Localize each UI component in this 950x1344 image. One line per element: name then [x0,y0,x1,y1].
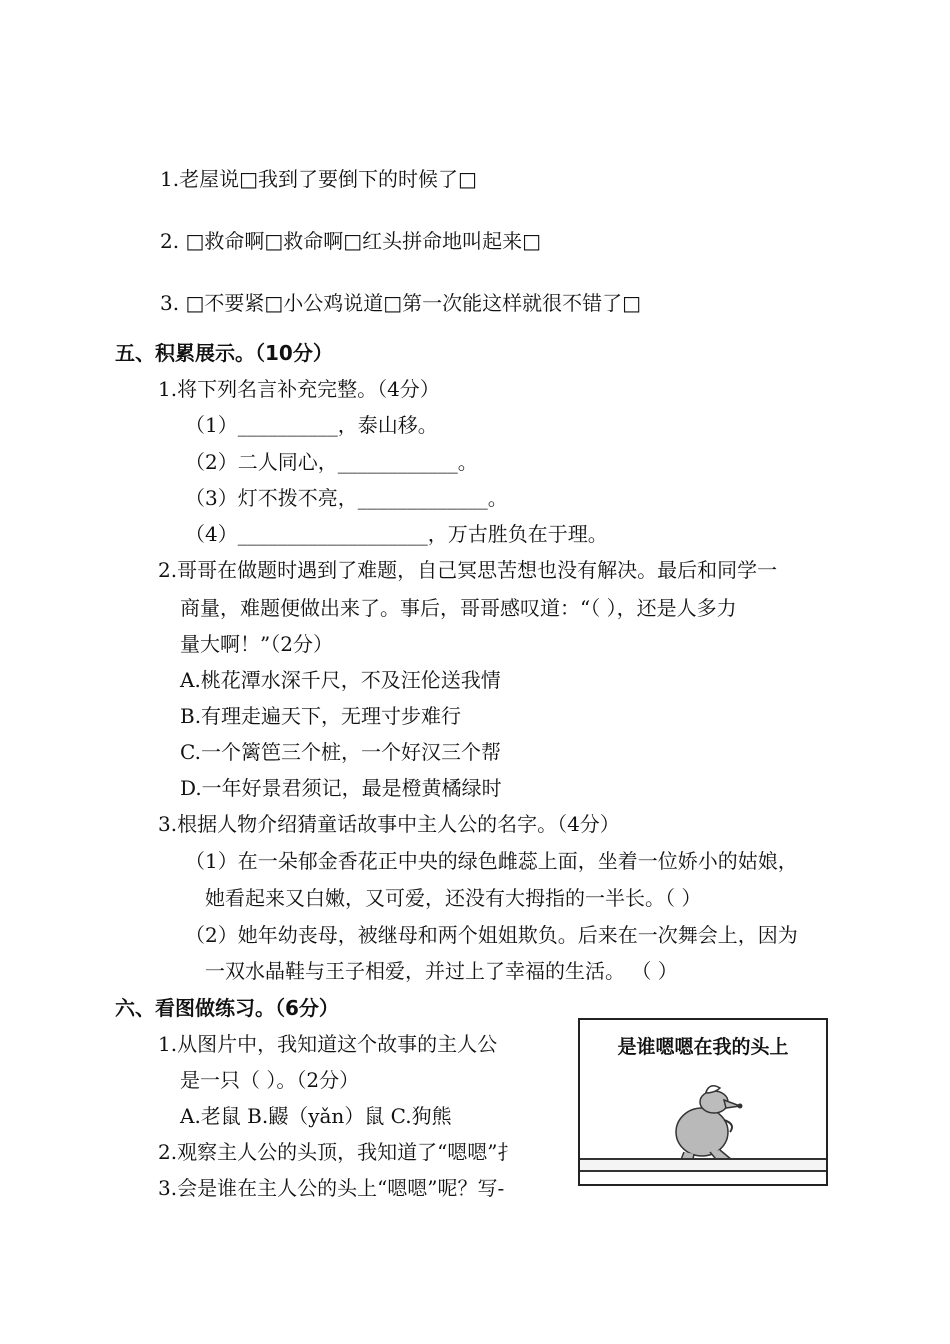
fairy-tale-item-1-line-2: 她看起来又白嫩，又可爱，还没有大拇指的一半长。（ ） [205,886,702,910]
section-5-heading: 五、积累展示。（10分） [115,341,333,365]
punctuation-question-2: 2. □救命啊□救命啊□红头拼命地叫起来□ [160,229,542,253]
section-5-q1-stem: 1.将下列名言补充完整。（4分） [158,377,440,401]
text-clip-mask [560,1130,578,1200]
section-6-q1-line-2: 是一只（ ）。（2分） [180,1068,360,1092]
fairy-tale-item-2-line-2: 一双水晶鞋与王子相爱，并过上了幸福的生活。 （ ） [205,959,678,983]
section-6-q2: 2.观察主人公的头顶，我知道了“嗯嗯”扌 [158,1140,518,1164]
ground-line [580,1158,826,1172]
punctuation-question-1: 1.老屋说□我到了要倒下的时候了□ [160,167,477,191]
option-c: C.一个篱笆三个桩，一个好汉三个帮 [180,740,501,764]
option-d: D.一年好景君须记，最是橙黄橘绿时 [180,776,502,800]
section-5-q2-stem-line-2: 商量，难题便做出来了。事后，哥哥感叹道：“（ ），还是人多力 [180,596,737,620]
fairy-tale-item-1-line-1: （1）在一朵郁金香花正中央的绿色雌蕊上面，坐着一位娇小的姑娘， [185,849,798,873]
story-picture [578,1018,828,1186]
section-6-heading: 六、看图做练习。（6分） [115,996,339,1020]
section-5-q2-stem-line-3: 量大啊！”（2分） [180,632,333,656]
section-6-q3: 3.会是谁在主人公的头上“嗯嗯”呢？写- [158,1176,505,1200]
saying-item-1: （1）__________，泰山移。 [185,413,438,437]
section-5-q2-stem-line-1: 2.哥哥在做题时遇到了难题，自己冥思苦想也没有解决。最后和同学一 [158,558,778,582]
section-5-q3-stem: 3.根据人物介绍猜童话故事中主人公的名字。（4分） [158,812,620,836]
fairy-tale-item-2-line-1: （2）她年幼丧母，被继母和两个姐姐欺负。后来在一次舞会上，因为 [185,923,798,947]
saying-item-2: （2）二人同心，____________。 [185,450,478,474]
punctuation-question-3: 3. □不要紧□小公鸡说道□第一次能这样就很不错了□ [160,291,642,315]
picture-title: 是谁嗯嗯在我的头上 [617,1036,789,1058]
option-b: B.有理走遍天下，无理寸步难行 [180,704,462,728]
saying-item-3: （3）灯不拨不亮，_____________。 [185,486,508,510]
mole-illustration-icon [650,1080,760,1170]
section-6-q1-line-1: 1.从图片中，我知道这个故事的主人公 [158,1032,498,1056]
saying-item-4: （4）___________________，万古胜负在于理。 [185,522,608,546]
option-a: A.桃花潭水深千尺，不及汪伦送我情 [180,668,501,692]
section-6-q1-options: A.老鼠 B.鼹（yǎn）鼠 C.狗熊 [180,1104,452,1128]
